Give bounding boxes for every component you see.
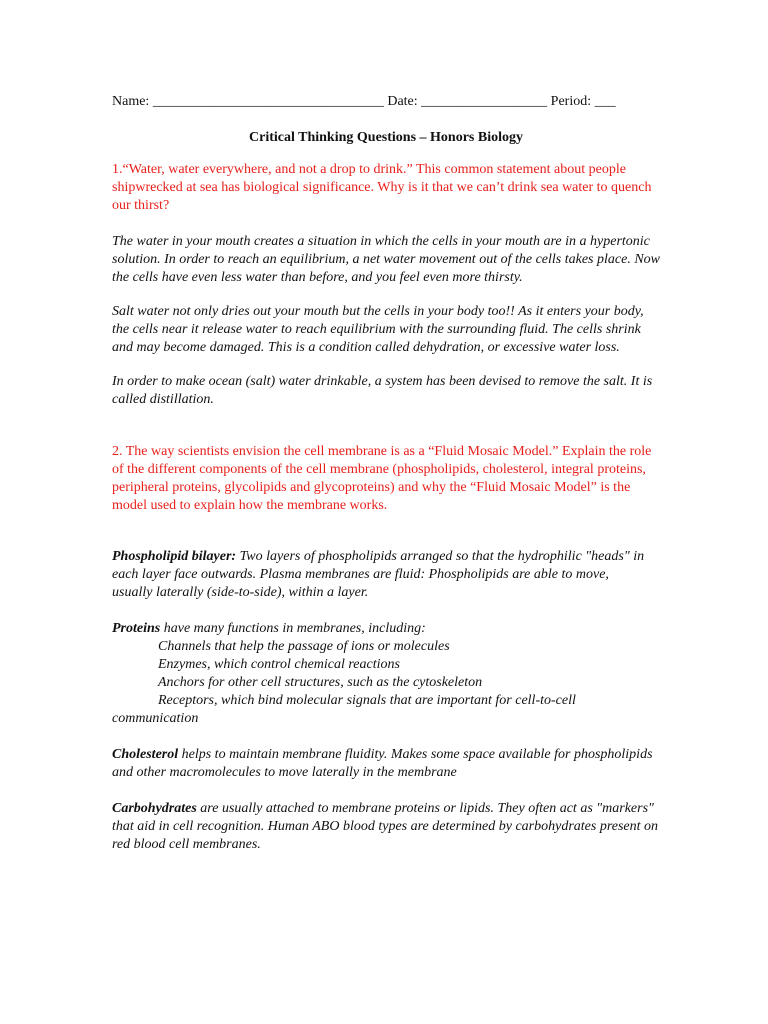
proteins-list-item: Enzymes, which control chemical reactions <box>158 657 400 672</box>
phospholipid-text: Two layers of phospholipids arranged so that the hydrophilic "heads" in each layer face outwards. Plasma membranes are fluid: Phospholipids are able to move, <box>112 549 645 582</box>
worksheet-page <box>112 92 660 854</box>
period-blank: ___ <box>594 94 616 109</box>
date-blank: __________________ <box>421 94 548 109</box>
proteins-list-item: Channels that help the passage of ions or molecules <box>158 639 450 654</box>
carbohydrates-text: are usually attached to membrane proteins or lipids. They often act as "markers" that aid in cell recognition. Human ABO blood types are determined by carbohydrates present on red blood cell membranes. <box>112 801 659 852</box>
proteins-intro <box>112 620 660 638</box>
proteins-list-item: Anchors for other cell structures, such as the cytoskeleton <box>158 675 483 690</box>
carbohydrates-paragraph <box>112 800 660 854</box>
header-line <box>112 92 660 112</box>
answer-1-paragraph-3: In order to make ocean (salt) water drinkable, a system has been devised to remove the salt. It is called distillation. <box>112 374 653 407</box>
answer-1-paragraph-1: The water in your mouth creates a situation in which the cells in your mouth are in a hypertonic solution. In order to reach an equilibrium, a net water movement out of the cells takes place. Now the cells have even less water than before, and you feel even more thirsty. <box>112 234 660 285</box>
cholesterol-paragraph <box>112 746 660 782</box>
proteins-term: Proteins <box>112 621 161 636</box>
question-1: 1.“Water, water everywhere, and not a drop to drink.” This common statement about people shipwrecked at sea has biological significance. Why is it that we can’t drink sea water to quench our thirst? <box>112 162 652 213</box>
proteins-text: have many functions in membranes, including: <box>160 621 426 636</box>
name-label: Name: <box>112 94 150 109</box>
phospholipid-paragraph <box>112 548 660 602</box>
period-label: Period: <box>550 94 592 109</box>
cholesterol-term: Cholesterol <box>112 747 179 762</box>
phospholipid-text-2: usually laterally (side-to-side), within a layer. <box>112 585 369 600</box>
proteins-paragraph <box>112 620 660 728</box>
cholesterol-text: helps to maintain membrane fluidity. Makes some space available for phospholipids and other macromolecules to move laterally in the membrane <box>112 747 653 780</box>
name-blank: _________________________________ <box>152 94 384 109</box>
question-2: 2. The way scientists envision the cell membrane is as a “Fluid Mosaic Model.” Explain the role of the different components of the cell membrane (phospholipids, cholesterol, integral proteins, peripheral proteins, glycolipids and glycoproteins) and why the “Fluid Mosaic Model” is the model used to explain how the membrane works. <box>112 444 652 513</box>
proteins-continuation: communication <box>112 711 199 726</box>
carbohydrates-term: Carbohydrates <box>112 801 197 816</box>
answer-1-paragraph-2: Salt water not only dries out your mouth but the cells in your body too!! As it enters your body, the cells near it release water to reach equilibrium with the surrounding fluid. The cells shrink and may become damaged. This is a condition called dehydration, or excessive water loss. <box>112 304 644 355</box>
phospholipid-term: Phospholipid bilayer: <box>112 549 237 564</box>
worksheet-title: Critical Thinking Questions – Honors Biology <box>249 130 523 145</box>
date-label: Date: <box>387 94 418 109</box>
proteins-list-item: Receptors, which bind molecular signals that are important for cell-to-cell <box>158 693 576 708</box>
